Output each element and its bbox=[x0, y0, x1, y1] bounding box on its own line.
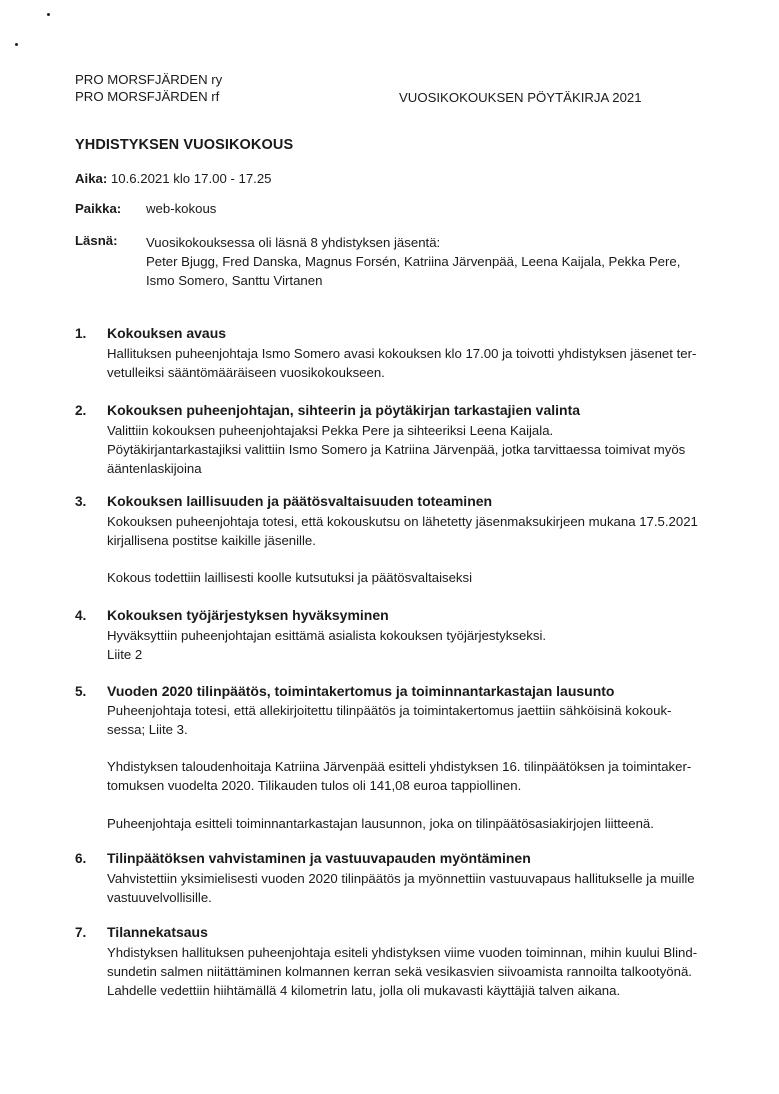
meeting-time bbox=[75, 170, 272, 187]
attendees-intro: Vuosikokouksessa oli läsnä 8 yhdistyksen jäsentä: bbox=[146, 235, 441, 250]
item-heading: Tilinpäätöksen vahvistaminen ja vastuuvapauden myöntäminen bbox=[107, 850, 531, 866]
item-paragraph: Yhdistyksen hallituksen puheenjohtaja esiteli yhdistyksen viime vuoden toiminnan, mihin kuului Blind- sundetin salmen niitättäminen kolmannen kerran sekä vesikasvien siivoamista rannoilta talkootyönä. Lahdelle vedettiin hiihtämällä 4 kilometrin latu, jolla oli mukavasti käyttäjiä talven aikana. bbox=[107, 945, 698, 998]
meeting-place-value: web-kokous bbox=[146, 201, 217, 216]
item-number: 7. bbox=[75, 925, 87, 940]
page-title: YHDISTYKSEN VUOSIKOKOUS bbox=[75, 137, 294, 153]
item-number: 5. bbox=[75, 684, 87, 699]
attendees-text bbox=[146, 233, 706, 290]
item-number: 4. bbox=[75, 608, 87, 623]
scan-speck bbox=[47, 13, 50, 16]
item-number: 2. bbox=[75, 403, 87, 418]
attendees-label: Läsnä: bbox=[75, 233, 118, 248]
item-number: 6. bbox=[75, 851, 87, 866]
item-paragraph: Kokous todettiin laillisesti koolle kutsutuksi ja päätösvaltaiseksi bbox=[107, 570, 473, 585]
item-paragraph: Puheenjohtaja totesi, että allekirjoitettu tilinpäätös ja toimintakertomus jaettiin sähköisinä kokouk- sessa; Liite 3. bbox=[107, 703, 672, 737]
item-heading: Kokouksen laillisuuden ja päätösvaltaisuuden toteaminen bbox=[107, 493, 493, 509]
item-heading: Kokouksen puheenjohtajan, sihteerin ja pöytäkirjan tarkastajien valinta bbox=[107, 402, 581, 418]
meeting-place-label: Paikka: bbox=[75, 201, 122, 216]
document-type: VUOSIKOKOUKSEN PÖYTÄKIRJA 2021 bbox=[399, 90, 642, 105]
attendees-names: Peter Bjugg, Fred Danska, Magnus Forsén, Katriina Järvenpää, Leena Kaijala, Pekka Pere, bbox=[146, 254, 681, 269]
item-heading: Vuoden 2020 tilinpäätös, toimintakertomus ja toiminnantarkastajan lausunto bbox=[107, 683, 615, 699]
item-number: 3. bbox=[75, 494, 87, 509]
item-paragraph: Yhdistyksen taloudenhoitaja Katriina Järvenpää esitteli yhdistyksen 16. tilinpäätöksen ja toimintaker- tomuksen vuodelta 2020. Tilikauden tulos oli 141,08 euroa tappiollinen. bbox=[107, 759, 692, 793]
item-paragraph: Hallituksen puheenjohtaja Ismo Somero avasi kokouksen klo 17.00 ja toivotti yhdistyksen jäsenet ter- vetulleiksi sääntömääräiseen vuosikokoukseen. bbox=[107, 346, 697, 380]
scan-speck bbox=[15, 43, 18, 46]
item-number: 1. bbox=[75, 326, 87, 341]
attendees-names: Ismo Somero, Santtu Virtanen bbox=[146, 273, 323, 288]
time-value: 10.6.2021 klo 17.00 - 17.25 bbox=[110, 171, 272, 186]
org-name-swedish: PRO MORSFJÄRDEN rf bbox=[75, 89, 220, 104]
time-label: Aika: bbox=[75, 171, 108, 186]
item-paragraph: Hyväksyttiin puheenjohtajan esittämä asialista kokouksen työjärjestykseksi. Liite 2 bbox=[107, 628, 547, 662]
item-paragraph: Kokouksen puheenjohtaja totesi, että kokouskutsu on lähetetty jäsenmaksukirjeen mukana 17.5.2021 kirjallisena postitse kaikille jäsenille. bbox=[107, 514, 698, 548]
item-paragraph: Puheenjohtaja esitteli toiminnantarkastajan lausunnon, joka on tilinpäätösasiakirjojen liitteenä. bbox=[107, 816, 654, 831]
item-heading: Tilannekatsaus bbox=[107, 924, 208, 940]
org-name-finnish: PRO MORSFJÄRDEN ry bbox=[75, 72, 223, 87]
item-paragraph: Valittiin kokouksen puheenjohtajaksi Pekka Pere ja sihteeriksi Leena Kaijala. Pöytäkirjantarkastajiksi valittiin Ismo Somero ja Katriina Järvenpää, jotka tarvittaessa toimivat myös ääntenlaskijoina bbox=[107, 423, 686, 476]
item-heading: Kokouksen työjärjestyksen hyväksyminen bbox=[107, 607, 389, 623]
organization-name bbox=[75, 71, 222, 105]
item-paragraph: Vahvistettiin yksimielisesti vuoden 2020 tilinpäätös ja myönnettiin vastuuvapaus hallitukselle ja muille vastuuvelvollisille. bbox=[107, 871, 695, 905]
item-heading: Kokouksen avaus bbox=[107, 325, 227, 341]
